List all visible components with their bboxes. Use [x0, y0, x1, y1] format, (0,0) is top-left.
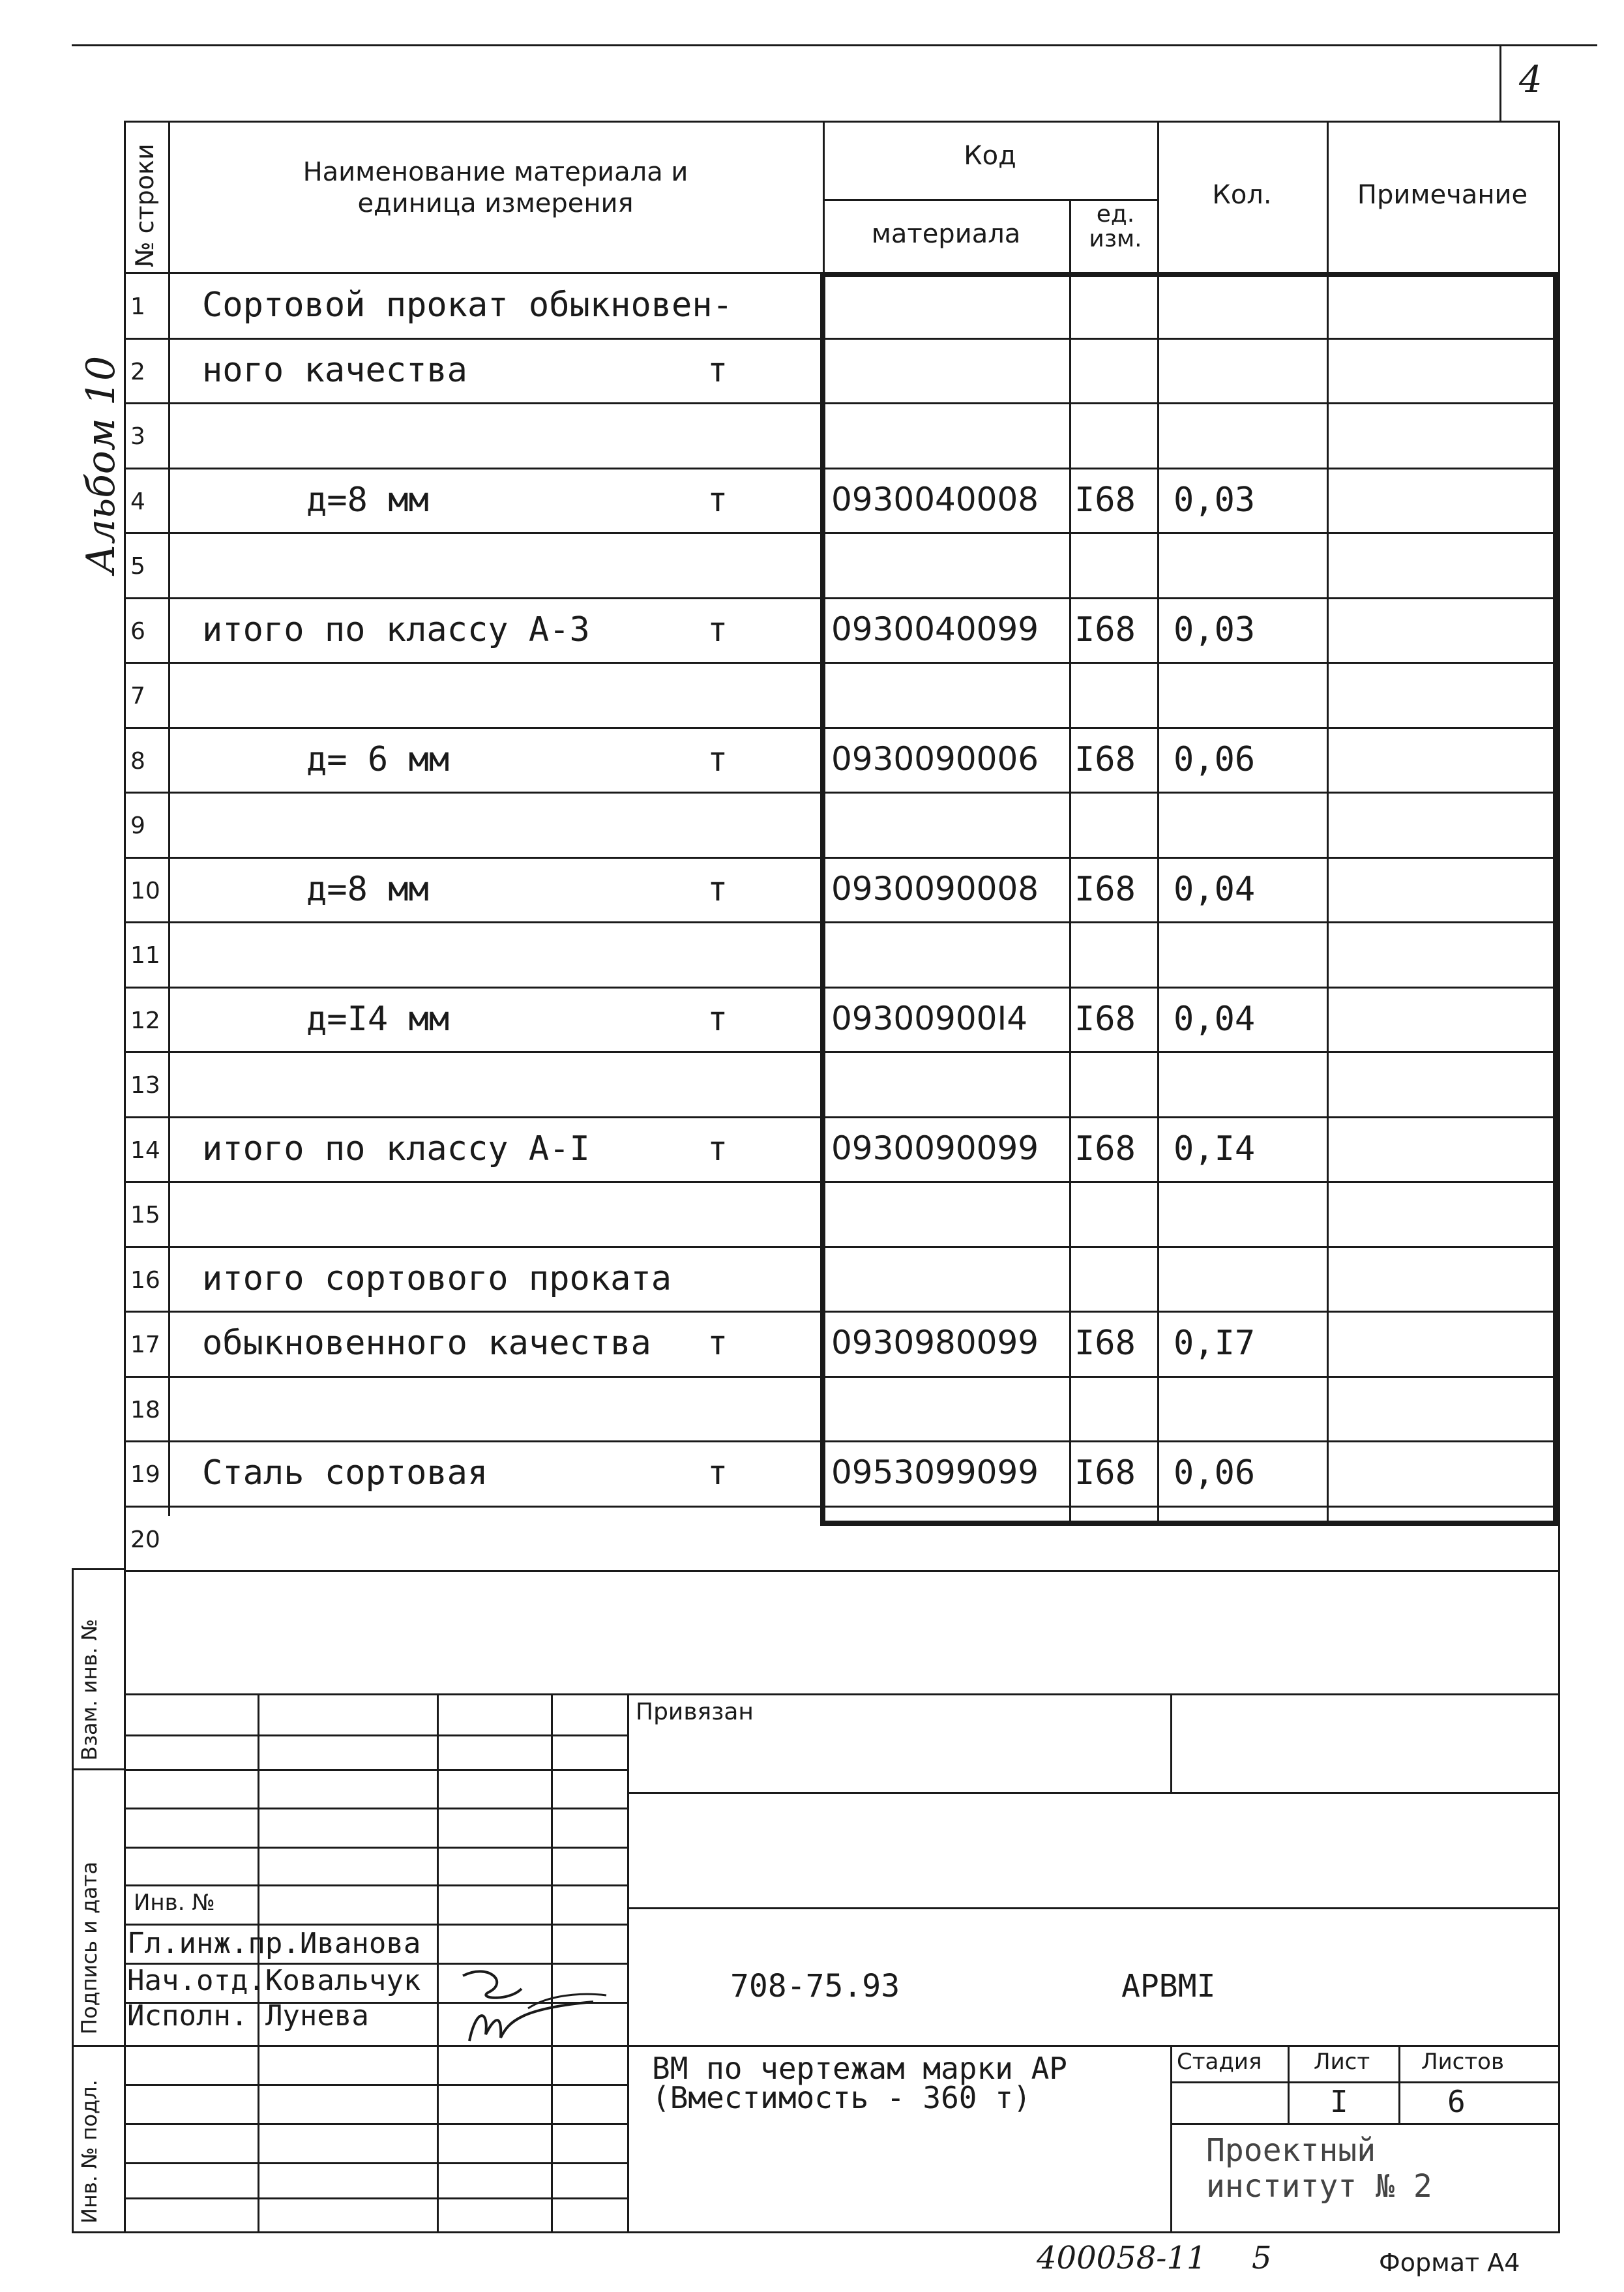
- row-code: 0953099099: [831, 1453, 1039, 1491]
- row-number: 4: [130, 488, 145, 515]
- staff-role: Нач.отд.: [127, 1964, 265, 1997]
- tb-row: [124, 1734, 627, 1736]
- row-line: [124, 338, 1560, 340]
- row-name: д=8 мм: [306, 481, 429, 520]
- row-name: итого сортового проката: [202, 1259, 672, 1298]
- row-number: 17: [130, 1332, 160, 1358]
- row-number: 1: [130, 293, 145, 320]
- staff-name: Иванова: [299, 1927, 421, 1960]
- tb-sheet-left: [1288, 2045, 1290, 2123]
- row-unit: т: [707, 1129, 728, 1168]
- row-line: [124, 727, 1560, 729]
- row-qty: 0,06: [1174, 740, 1256, 779]
- frame-top: [124, 121, 1560, 123]
- row-code: 0930090099: [831, 1129, 1039, 1167]
- header-qty: Кол.: [1212, 180, 1272, 210]
- row-line: [124, 532, 1560, 534]
- row-unit: т: [707, 740, 728, 779]
- row-number: 5: [130, 553, 145, 580]
- col-line-body-code: [1157, 272, 1159, 1524]
- tb-sheets-value: 6: [1447, 2084, 1466, 2119]
- row-unit: т: [707, 1453, 728, 1493]
- row-line: [124, 1116, 1560, 1118]
- row-number: 13: [130, 1072, 160, 1099]
- row-line: [124, 597, 1560, 599]
- row-qty: 0,03: [1174, 481, 1256, 520]
- tb-inv-no: Инв. №: [134, 1890, 215, 1916]
- row-name: ного качества: [202, 351, 467, 390]
- row-unit: т: [707, 1324, 728, 1363]
- top-border: [72, 44, 1597, 46]
- tb-row: [124, 1808, 627, 1809]
- side-strip-top: [72, 1568, 126, 1570]
- header-note: Примечание: [1357, 180, 1528, 210]
- tb-sheet-label: Лист: [1314, 2049, 1370, 2075]
- tb-stage-left: [1170, 2045, 1172, 2231]
- row-line: [124, 402, 1560, 404]
- row-unit: т: [707, 481, 728, 520]
- side-strip-bottom: [72, 2231, 126, 2233]
- side-strip-div2: [72, 2045, 126, 2047]
- row-qty: 0,I7: [1174, 1324, 1256, 1363]
- row-line: [124, 792, 1560, 794]
- col-line-body-unit: [1069, 272, 1071, 1524]
- tb-stage-mid: [1170, 2081, 1560, 2083]
- row-unit-code: I68: [1074, 1129, 1136, 1168]
- code-frame-bottom: [820, 1521, 1558, 1526]
- row-number: 6: [130, 618, 145, 645]
- row-number: 8: [130, 748, 145, 775]
- tb-r-row1: [627, 1792, 1560, 1794]
- frame-right: [1558, 121, 1560, 2233]
- tb-row: [124, 1847, 627, 1849]
- tb-title-2: (Вместимость - 360 т): [652, 2080, 1031, 2115]
- tb-staff-2: [127, 1964, 421, 1997]
- header-code-material: материала: [871, 219, 1021, 249]
- row-number: 16: [130, 1267, 160, 1294]
- row-unit-code: I68: [1074, 610, 1136, 649]
- row-name: Сортовой прокат обыкновен-: [202, 286, 733, 325]
- row-qty: 0,03: [1174, 610, 1256, 649]
- row-name: д=I4 мм: [306, 1000, 450, 1039]
- album-label: Альбом 10: [78, 355, 124, 574]
- row-line: [124, 1246, 1560, 1248]
- row-code: 0930040008: [831, 481, 1039, 518]
- tb-col4: [627, 1693, 629, 2231]
- tb-privyazan: Привязан: [636, 1699, 754, 1725]
- row-number: 12: [130, 1007, 160, 1034]
- row-code: 09300900I4: [831, 1000, 1028, 1037]
- tb-stage-label: Стадия: [1177, 2049, 1262, 2075]
- row-line: [124, 1570, 1560, 1572]
- header-code: Код: [964, 141, 1016, 171]
- row-line: [124, 1181, 1560, 1183]
- tb-sheets-left: [1398, 2045, 1400, 2123]
- row-name: Сталь сортовая: [202, 1453, 488, 1493]
- row-number: 7: [130, 683, 145, 709]
- row-line: [124, 468, 1560, 469]
- row-unit: т: [707, 870, 728, 909]
- side-strip-div1: [72, 1768, 126, 1770]
- row-unit: т: [707, 1000, 728, 1039]
- row-number: 18: [130, 1397, 160, 1423]
- row-line: [124, 857, 1560, 859]
- staff-name: Ковальчук: [265, 1964, 421, 1997]
- tb-staff-1: [127, 1927, 421, 1960]
- side-podpis: Подпись и дата: [77, 1861, 102, 2034]
- tb-row: [124, 2197, 627, 2199]
- row-unit-code: I68: [1074, 481, 1136, 520]
- row-unit-code: I68: [1074, 1000, 1136, 1039]
- row-line: [124, 921, 1560, 923]
- side-vzam: Взам. инв. №: [77, 1618, 102, 1761]
- tb-row: [124, 1769, 627, 1771]
- tb-r-privyazan-div: [1170, 1693, 1172, 1792]
- tb-staff-3: [127, 1999, 369, 2032]
- row-number: 19: [130, 1461, 160, 1488]
- row-number: 10: [130, 878, 160, 904]
- row-number: 14: [130, 1137, 160, 1164]
- row-unit-code: I68: [1074, 1453, 1136, 1493]
- row-code: 0930980099: [831, 1324, 1039, 1362]
- row-qty: 0,06: [1174, 1453, 1256, 1493]
- row-unit-code: I68: [1074, 1324, 1136, 1363]
- tb-row: [124, 2162, 627, 2164]
- row-number: 2: [130, 359, 145, 385]
- tb-row: [124, 2123, 627, 2125]
- staff-name: Лунева: [265, 1999, 369, 2032]
- row-line: [124, 1051, 1560, 1053]
- row-unit-code: I68: [1074, 740, 1136, 779]
- tb-row: [124, 2084, 627, 2086]
- header-name: Наименование материала и единица измерения: [303, 157, 688, 218]
- code-frame-right: [1553, 272, 1558, 1524]
- code-frame-left: [820, 272, 825, 1524]
- row-name: д= 6 мм: [306, 740, 450, 779]
- row-line: [124, 1506, 1560, 1508]
- tb-mark: АРВМI: [1121, 1968, 1216, 2004]
- tb-stage-bottom: [1170, 2123, 1560, 2125]
- row-line: [124, 987, 1560, 989]
- tb-title-1: ВМ по чертежам марки АР: [652, 2051, 1067, 2086]
- row-unit-code: I68: [1074, 870, 1136, 909]
- side-inv-podl: Инв. № подл.: [77, 2079, 102, 2224]
- tb-row: [124, 1884, 627, 1886]
- col-line-num: [168, 121, 170, 1516]
- row-code: 0930090008: [831, 870, 1039, 908]
- row-unit: т: [707, 351, 728, 390]
- tb-institute-1: Проектный: [1206, 2132, 1376, 2169]
- tb-sheet-value: I: [1330, 2084, 1348, 2119]
- footer-page: 5: [1252, 2240, 1272, 2276]
- col-line-body-qty: [1327, 272, 1329, 1524]
- side-strip-left: [72, 1568, 74, 2233]
- page-number: 4: [1519, 59, 1543, 101]
- header-code-unit: ед. изм.: [1089, 201, 1142, 252]
- side-strip-mid: [124, 1568, 126, 2233]
- row-unit: т: [707, 610, 728, 649]
- row-line: [124, 662, 1560, 664]
- col-line-unit: [1069, 199, 1071, 272]
- tb-r-row3: [627, 2045, 1560, 2047]
- row-qty: 0,I4: [1174, 1129, 1256, 1168]
- tb-sheets-label: Листов: [1421, 2049, 1505, 2075]
- staff-role: Исполн.: [127, 1999, 248, 2032]
- row-code: 0930090006: [831, 740, 1039, 778]
- row-line: [124, 1376, 1560, 1378]
- row-qty: 0,04: [1174, 1000, 1256, 1039]
- staff-role: Гл.инж.пр.: [127, 1927, 300, 1960]
- row-number: 11: [130, 942, 160, 969]
- row-name: итого по классу А-3: [202, 610, 590, 649]
- tb-institute-2: институт № 2: [1206, 2168, 1432, 2205]
- signature-mark: [450, 1963, 613, 2054]
- tb-top: [124, 1693, 1560, 1695]
- row-name: обыкновенного качества: [202, 1324, 651, 1363]
- row-line: [124, 1311, 1560, 1313]
- row-name: д=8 мм: [306, 870, 429, 909]
- row-number: 20: [130, 1526, 160, 1553]
- header-row-no: № строки: [130, 143, 159, 267]
- row-name: итого по классу А-I: [202, 1129, 590, 1168]
- row-line: [124, 1440, 1560, 1442]
- row-code: 0930040099: [831, 610, 1039, 648]
- row-number: 15: [130, 1202, 160, 1228]
- tb-row: [124, 1924, 627, 1926]
- tb-doc-code: 708-75.93: [730, 1968, 900, 2004]
- tb-r-row2: [627, 1907, 1560, 1909]
- footer-format: Формат А4: [1379, 2248, 1520, 2277]
- row-number: 9: [130, 812, 145, 839]
- page-number-box-left: [1499, 44, 1501, 123]
- tb-bottom: [124, 2231, 1560, 2233]
- code-frame-top: [820, 272, 1558, 277]
- row-number: 3: [130, 423, 145, 450]
- footer-stamp: 400058-11: [1037, 2240, 1207, 2276]
- row-qty: 0,04: [1174, 870, 1256, 909]
